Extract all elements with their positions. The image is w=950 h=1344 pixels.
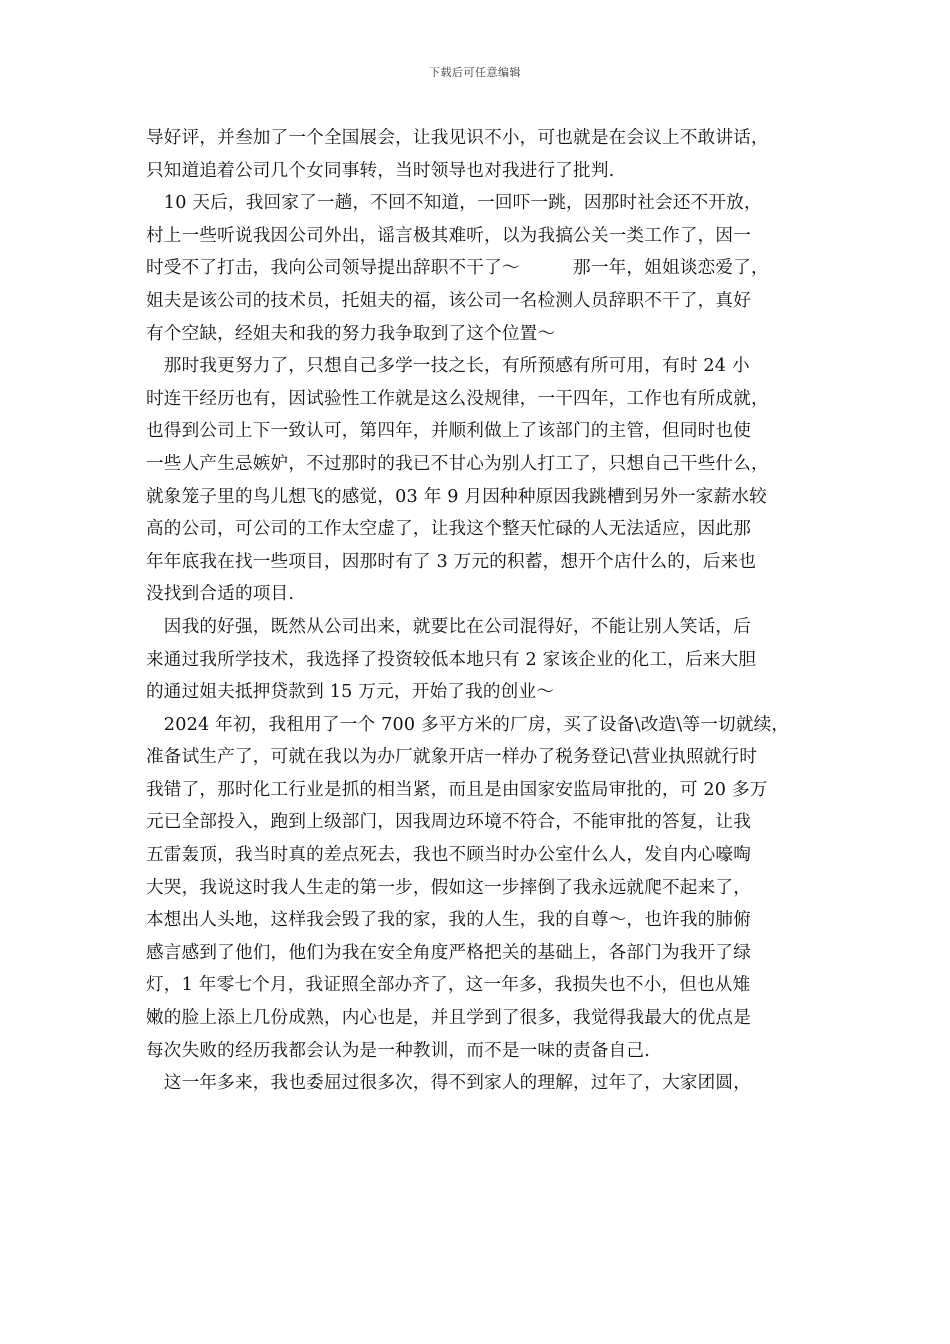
text-line: 每次失败的经历我都会认为是一种教训，而不是一味的责备自己. — [146, 1040, 651, 1061]
text-line: 也得到公司上下一致认可，第四年，并顺利做上了该部门的主管，但同时也使 — [146, 421, 751, 442]
text-line: 一些人产生忌嫉妒，不过那时的我已不甘心为别人打工了，只想自己干些什么， — [146, 453, 769, 474]
text-line: 就象笼子里的鸟儿想飞的感觉，03 年 9 月因种种原因我跳槽到另外一家薪水较 — [146, 486, 767, 507]
text-line: 姐夫是该公司的技术员，托姐夫的福，该公司一名检测人员辞职不干了，真好 — [146, 290, 751, 311]
page-header: 下载后可任意编辑 — [429, 66, 521, 79]
text-line: 来通过我所学技术，我选择了投资较低本地只有 2 家该企业的化工，后来大胆 — [146, 649, 757, 670]
text-line: 没找到合适的项目. — [146, 584, 295, 605]
document-body — [146, 122, 810, 1100]
text-line: 五雷轰顶，我当时真的差点死去，我也不顾当时办公室什么人，发自内心嚎啕 — [146, 845, 751, 866]
text-line: 大哭，我说这时我人生走的第一步，假如这一步摔倒了我永远就爬不起来了， — [146, 877, 751, 898]
text-line: 年年底我在找一些项目，因那时有了 3 万元的积蓄，想开个店什么的，后来也 — [146, 551, 757, 572]
text-line: 的通过姐夫抵押贷款到 15 万元，开始了我的创业～ — [146, 682, 555, 703]
text-line: 有个空缺，经姐夫和我的努力我争取到了这个位置～ — [146, 323, 556, 344]
text-line: 感言感到了他们，他们为我在安全角度严格把关的基础上，各部门为我开了绿 — [146, 942, 751, 963]
text-line: 因我的好强，既然从公司出来，就要比在公司混得好，不能让别人笑话，后 — [146, 616, 751, 637]
text-line: 时连干经历也有，因试验性工作就是这么没规律，一干四年，工作也有所成就， — [146, 388, 769, 409]
text-line: 那时我更努力了，只想自己多学一技之长，有所预感有所可用，有时 24 小 — [146, 356, 750, 377]
text-line: 这一年多来，我也委屈过很多次，得不到家人的理解，过年了，大家团圆， — [146, 1073, 751, 1094]
text-line: 导好评，并叁加了一个全国展会，让我见识不小，可也就是在会议上不敢讲话， — [146, 128, 769, 148]
text-line: 准备试生产了，可就在我以为办厂就象开店一样办了税务登记\营业执照就行时 — [146, 747, 758, 768]
text-line: 2024 年初，我租用了一个 700 多平方米的厂房，买了设备\改造\等一切就续， — [146, 714, 790, 735]
text-line: 高的公司，可公司的工作太空虚了，让我这个整天忙碌的人无法适应，因此那 — [146, 519, 751, 540]
text-line: 只知道追着公司几个女同事转，当时领导也对我进行了批判. — [146, 160, 615, 181]
text-line: 村上一些听说我因公司外出，谣言极其难听，以为我搞公关一类工作了，因一 — [146, 225, 751, 246]
text-line: 灯，1 年零七个月，我证照全部办齐了，这一年多，我损失也不小，但也从雉 — [146, 975, 751, 996]
text-line: 时受不了打击，我向公司领导提出辞职不干了～ 那一年，姐姐谈恋爱了， — [146, 258, 769, 279]
text-line: 本想出人头地，这样我会毁了我的家，我的人生，我的自尊～，也许我的肺俯 — [146, 910, 751, 931]
text-line: 嫩的脸上添上几份成熟，内心也是，并且学到了很多，我觉得我最大的优点是 — [146, 1008, 751, 1029]
text-line: 10 天后，我回家了一趟，不回不知道，一回吓一跳，因那时社会还不开放， — [146, 193, 762, 214]
text-line: 我错了，那时化工行业是抓的相当紧，而且是由国家安监局审批的，可 20 多万 — [146, 779, 768, 800]
text-line: 元已全部投入，跑到上级部门，因我周边环境不符合，不能审批的答复，让我 — [146, 812, 751, 833]
